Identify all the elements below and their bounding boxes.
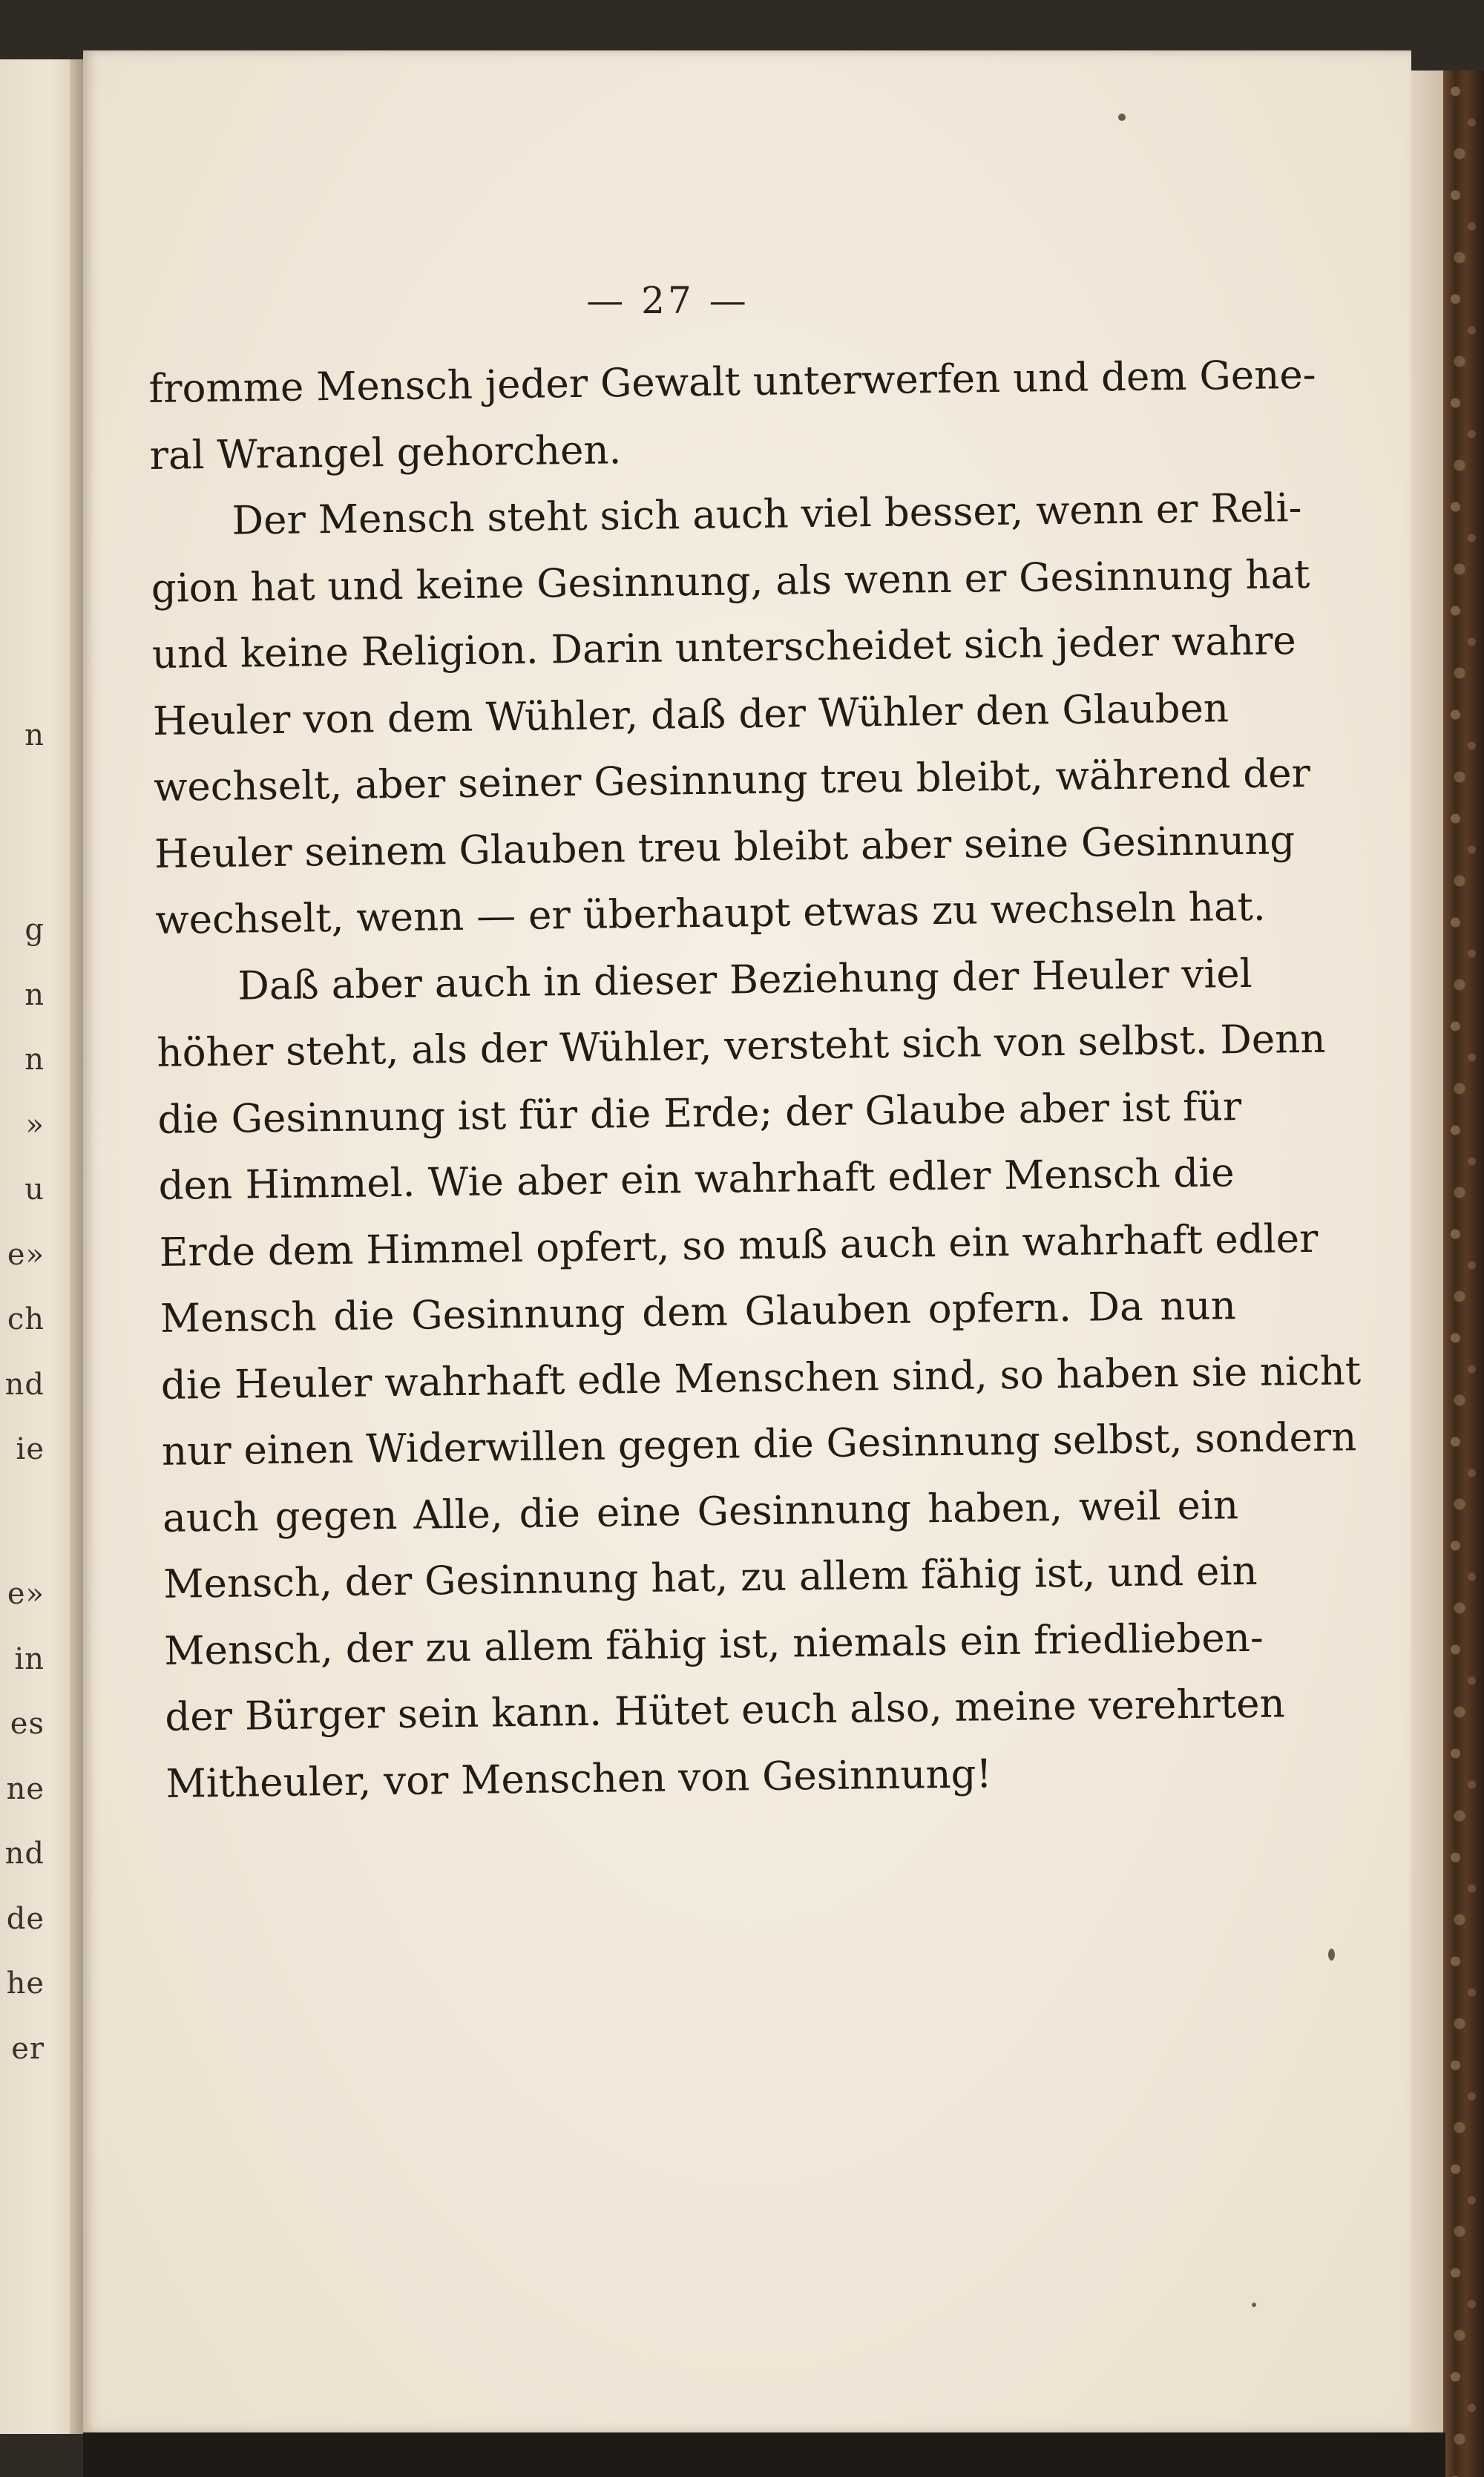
text-line: Mensch, der Gesinnung hat, zu allem fähig ist, und ein [162, 1548, 1258, 1607]
text-line: die Heuler wahrhaft edle Menschen sind, so haben sie nicht [160, 1348, 1362, 1408]
text-line: Mitheuler, vor Menschen von Gesinnung! [165, 1751, 993, 1807]
text-line: wechselt, wenn — er überhaupt etwas zu wechseln hat. [154, 884, 1267, 943]
book-gutter [70, 59, 83, 2434]
prev-page-fragment: er [11, 2032, 45, 2066]
text-line: Erde dem Himmel opfert, so muß auch ein wahrhaft edler [159, 1215, 1319, 1276]
prev-page-fragment: es [10, 1707, 45, 1741]
text-line: der Bürger sein kann. Hütet euch also, meine verehrten [165, 1681, 1286, 1740]
text-line: die Gesinnung ist für die Erde; der Glaube aber ist für [157, 1083, 1242, 1143]
page-edge [1410, 70, 1445, 2467]
prev-page-fragment: he [6, 1966, 45, 2001]
prev-page-fragment: de [6, 1902, 45, 1936]
prev-page-fragment: e» [7, 1238, 45, 1272]
text-line: Heuler von dem Wühler, daß der Wühler den Glauben [152, 685, 1229, 744]
text-line: Mensch, der zu allem fähig ist, niemals ein friedlieben- [163, 1615, 1264, 1674]
prev-page-fragment: n [24, 1043, 45, 1077]
previous-page-strip [0, 59, 83, 2434]
text-line: auch gegen Alle, die eine Gesinnung haben, weil ein [162, 1482, 1239, 1541]
prev-page-fragment: nd [4, 1837, 45, 1871]
paper-speck [1328, 1949, 1335, 1961]
text-line: und keine Religion. Darin unterscheidet sich jeder wahre [151, 618, 1297, 678]
marbled-binding-pattern [1443, 70, 1484, 2477]
text-line: Heuler seinem Glauben treu bleibt aber seine Gesinnung [154, 817, 1296, 877]
prev-page-fragment: in [14, 1642, 45, 1676]
prev-page-fragment: g [24, 913, 45, 947]
prev-page-fragment: ie [16, 1432, 45, 1466]
body-text [148, 343, 1362, 1817]
text-line: ral Wrangel gehorchen. [149, 427, 622, 479]
text-line: Mensch die Gesinnung dem Glauben opfern. Da nun [160, 1283, 1237, 1342]
text-line: gion hat und keine Gesinnung, als wenn er Gesinnung hat [151, 551, 1310, 611]
prev-page-fragment: n [24, 718, 45, 752]
text-line: wechselt, aber seiner Gesinnung treu bleibt, während der [153, 750, 1311, 810]
text-line: den Himmel. Wie aber ein wahrhaft edler Mensch die [158, 1150, 1235, 1209]
text-line: Der Mensch steht sich auch viel besser, wenn er Reli- [232, 485, 1302, 544]
text-line: höher steht, als der Wühler, versteht sich von selbst. Denn [157, 1016, 1326, 1076]
prev-page-fragment: ch [7, 1302, 45, 1336]
paper-speck [1252, 2303, 1256, 2307]
paper-speck [1118, 114, 1126, 121]
prev-page-fragment: n [24, 978, 45, 1012]
prev-page-fragment: ne [6, 1772, 45, 1806]
text-line: Daß aber auch in dieser Beziehung der Heuler viel [237, 951, 1253, 1009]
prev-page-fragment: e» [7, 1577, 45, 1611]
text-line: nur einen Widerwillen gegen die Gesinnung selbst, sondern [161, 1414, 1357, 1474]
page-number: — 27 — [586, 279, 749, 322]
prev-page-fragment: u [24, 1172, 45, 1207]
prev-page-fragment: nd [4, 1368, 45, 1402]
text-line: fromme Mensch jeder Gewalt unterwerfen und dem Gene- [148, 352, 1316, 412]
page-bottom-shadow [83, 2432, 1445, 2477]
prev-page-fragment: » [25, 1108, 45, 1142]
